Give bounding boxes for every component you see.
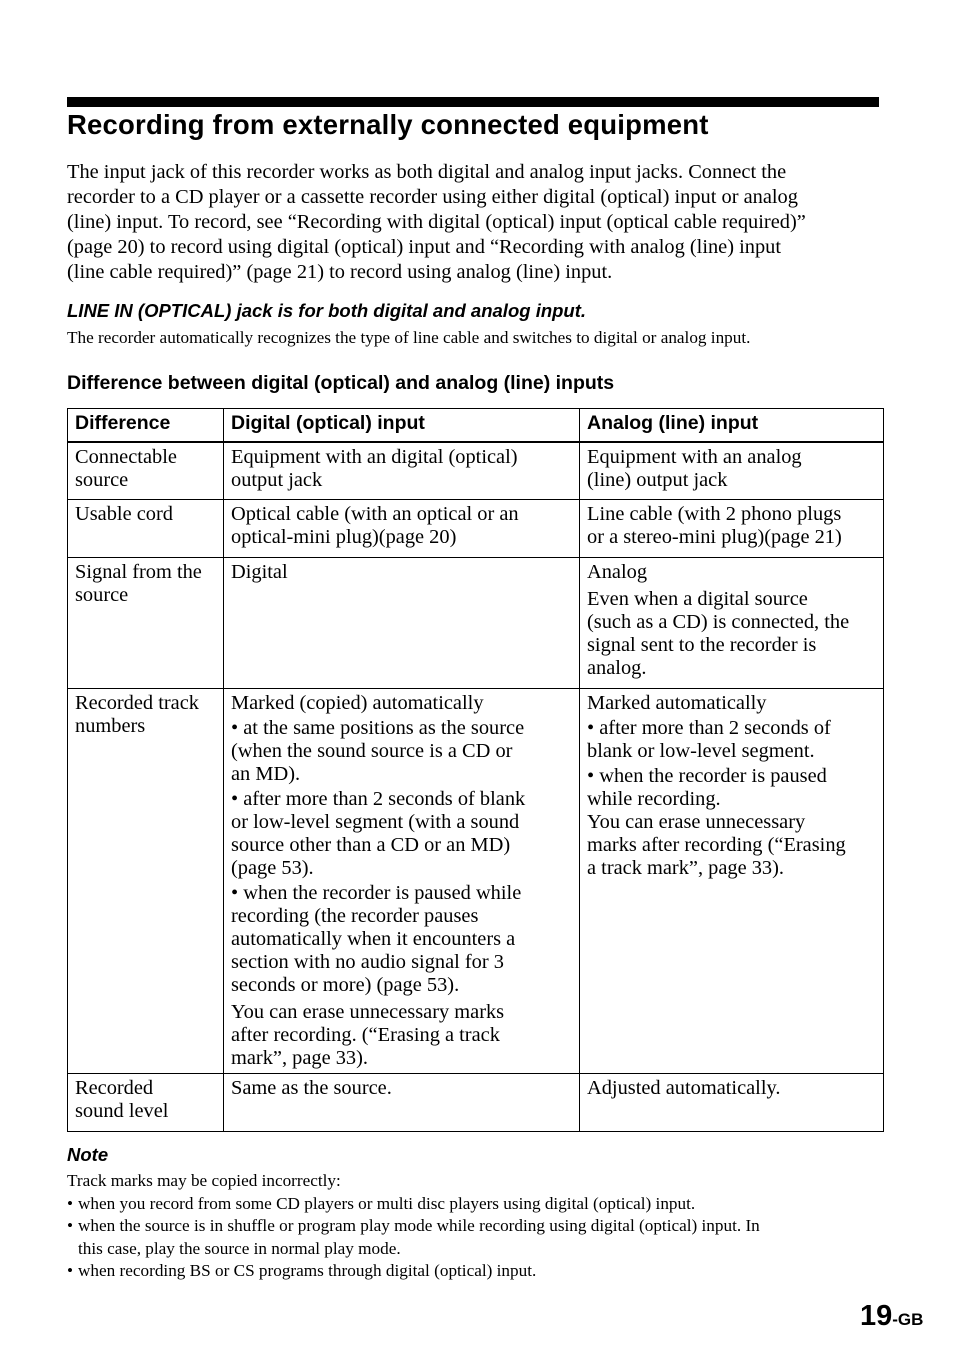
bullet-mark: • — [231, 882, 239, 904]
cell-line: Even when a digital source — [587, 588, 808, 610]
cell-line: an MD). — [231, 763, 301, 785]
cell-line: marks after recording (“Erasing — [587, 834, 846, 856]
note-line: this case, play the source in normal play mode. — [78, 1238, 401, 1258]
cell-line: after more than 2 seconds of — [599, 717, 831, 739]
header-digital: Digital (optical) input — [224, 409, 580, 442]
digital-cell — [224, 1074, 580, 1132]
row-label — [68, 442, 224, 500]
cell-line: numbers — [75, 715, 146, 737]
bullet-mark: • — [231, 717, 239, 739]
analog-cell — [580, 1074, 884, 1132]
page-number — [860, 1300, 923, 1333]
row-label — [68, 1074, 224, 1132]
cell-line: mark”, page 33). — [231, 1047, 369, 1069]
cell-line: (when the sound source is a CD or — [231, 740, 513, 762]
row-label — [68, 689, 224, 1074]
cell-line: section with no audio signal for 3 — [231, 951, 504, 973]
bullet-mark: • — [67, 1261, 74, 1280]
cell-line: after recording. (“Erasing a track — [231, 1024, 500, 1046]
cell-line: Line cable (with 2 phono plugs — [587, 503, 842, 525]
cell-line: Signal from the — [75, 561, 202, 583]
note-line: when the source is in shuffle or program play mode while recording using digital (optical) input. In — [78, 1216, 760, 1235]
analog-cell — [580, 500, 884, 558]
cell-line: Recorded — [75, 1077, 154, 1099]
digital-cell — [224, 689, 580, 1074]
cell-line: You can erase unnecessary marks — [231, 1001, 505, 1023]
cell-line: Same as the source. — [231, 1077, 392, 1099]
cell-line: (such as a CD) is connected, the — [587, 611, 850, 633]
cell-line: when the recorder is paused while — [243, 882, 522, 904]
table-row — [68, 500, 884, 558]
bullet-mark: • — [231, 788, 239, 810]
cell-line: Digital — [231, 561, 288, 583]
page-title: Recording from externally connected equipment — [67, 109, 709, 140]
table-header-row — [68, 409, 884, 442]
cell-line: when the recorder is paused — [599, 765, 827, 787]
table-row — [68, 558, 884, 689]
cell-line: automatically when it encounters a — [231, 928, 516, 950]
list-item — [231, 882, 573, 997]
cell-line: or a stereo-mini plug)(page 21) — [587, 526, 842, 548]
cell-line: Equipment with an digital (optical) — [231, 445, 518, 468]
cell-line: blank or low-level segment. — [587, 740, 815, 762]
cell-line: a track mark”, page 33). — [587, 857, 785, 879]
cell-line: output jack — [231, 468, 323, 491]
page-number-suffix: -GB — [892, 1310, 924, 1329]
cell-line: (page 53). — [231, 857, 314, 879]
analog-cell — [580, 558, 884, 689]
cell-line: signal sent to the recorder is — [587, 634, 817, 656]
cell-line: at the same positions as the source — [243, 717, 525, 739]
bullet-mark: • — [587, 765, 595, 787]
cell-line: You can erase unnecessary — [587, 811, 806, 833]
cell-line: Usable cord — [75, 503, 173, 525]
digital-cell — [224, 500, 580, 558]
cell-line: optical-mini plug)(page 20) — [231, 526, 457, 548]
cell-line: Marked automatically — [587, 692, 767, 714]
cell-line: (line) output jack — [587, 468, 728, 491]
cell-line: Equipment with an analog — [587, 445, 802, 468]
intro-line: (line cable required)” (page 21) to record using analog (line) input. — [67, 261, 613, 283]
cell-line: after more than 2 seconds of blank — [243, 788, 526, 810]
cell-line: sound level — [75, 1100, 169, 1122]
cell-line: Optical cable (with an optical or an — [231, 503, 519, 525]
cell-line: seconds or more) (page 53). — [231, 974, 460, 996]
note-heading: Note — [67, 1144, 109, 1165]
cell-line: source — [75, 584, 129, 606]
row-label — [68, 558, 224, 689]
intro-line: recorder to a CD player or a cassette recorder using either digital (optical) input or analog — [67, 186, 798, 208]
header-analog: Analog (line) input — [580, 409, 884, 442]
digital-cell — [224, 558, 580, 689]
line-in-heading: LINE IN (OPTICAL) jack is for both digital and analog input. — [67, 300, 587, 321]
list-item — [587, 765, 877, 811]
row-label — [68, 500, 224, 558]
cell-line: or low-level segment (with a sound — [231, 811, 520, 833]
note-bullet — [67, 1215, 907, 1260]
table-row — [68, 442, 884, 500]
list-item — [231, 788, 573, 880]
note-bullet — [67, 1193, 907, 1216]
intro-paragraph — [67, 160, 887, 285]
bullet-mark: • — [587, 717, 595, 739]
table-heading: Difference between digital (optical) and analog (line) inputs — [67, 372, 615, 394]
cell-line: source other than a CD or an MD) — [231, 834, 511, 856]
note-line: when you record from some CD players or multi disc players using digital (optical) input. — [78, 1193, 696, 1213]
cell-line: Recorded track — [75, 692, 199, 714]
cell-line: analog. — [587, 657, 647, 679]
note-body — [67, 1170, 907, 1283]
analog-cell — [580, 689, 884, 1074]
analog-note — [587, 588, 877, 680]
list-item — [231, 717, 573, 786]
bullet-mark: • — [67, 1193, 74, 1213]
table-row — [68, 689, 884, 1074]
cell-line: Marked (copied) automatically — [231, 692, 484, 714]
digital-cell — [224, 442, 580, 500]
line-in-body: The recorder automatically recognizes the type of line cable and switches to digital or analog input. — [67, 328, 751, 347]
note-bullet — [67, 1260, 907, 1283]
cell-line: Analog — [587, 561, 648, 583]
analog-outro — [587, 811, 877, 880]
note-intro: Track marks may be copied incorrectly: — [67, 1171, 341, 1190]
intro-line: The input jack of this recorder works as both digital and analog input jacks. Connect the — [67, 161, 787, 183]
note-line: when recording BS or CS programs through digital (optical) input. — [78, 1261, 537, 1280]
cell-line: recording (the recorder pauses — [231, 905, 479, 927]
cell-line: Connectable — [75, 445, 177, 468]
list-item — [587, 717, 877, 763]
bullet-mark: • — [67, 1216, 74, 1235]
cell-line: while recording. — [587, 788, 721, 810]
analog-cell — [580, 442, 884, 500]
intro-line: (page 20) to record using digital (optical) input and “Recording with analog (line) input — [67, 236, 782, 258]
table-row — [68, 1074, 884, 1132]
header-difference: Difference — [68, 409, 224, 442]
section-rule — [67, 97, 879, 107]
difference-table — [67, 408, 884, 1132]
cell-line: Adjusted automatically. — [587, 1077, 781, 1099]
intro-line: (line) input. To record, see “Recording with digital (optical) input (optical cable required)” — [67, 211, 806, 233]
digital-outro — [231, 1001, 573, 1070]
page-number-value: 19 — [860, 1300, 893, 1332]
cell-line: source — [75, 468, 129, 491]
